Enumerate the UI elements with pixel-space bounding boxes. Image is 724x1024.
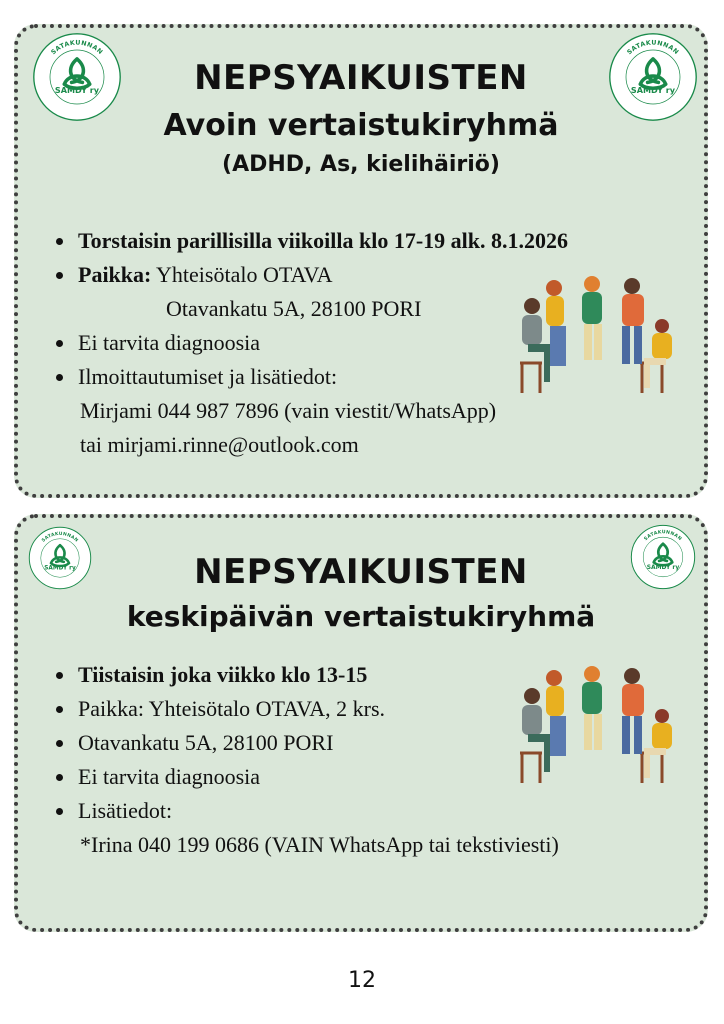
list-item-schedule: Torstaisin parillisilla viikoilla klo 17-19 alk. 8.1.2026	[54, 224, 568, 258]
page-number: 12	[348, 968, 376, 993]
list-item-info-heading: Lisätiedot:	[54, 794, 559, 828]
svg-text:SATAKUNNAN: SATAKUNNAN	[41, 531, 79, 544]
info-list	[54, 658, 559, 862]
info-contact: *Irina 040 199 0686 (VAIN WhatsApp tai tekstiviesti)	[80, 832, 559, 857]
card-subtitle: keskipäivän vertaistukiryhmä	[126, 600, 596, 633]
list-item-contact-heading: Ilmoittautumiset ja lisätiedot:	[54, 360, 568, 394]
people-group-illustration-icon	[492, 268, 682, 398]
list-item-schedule: Tiistaisin joka viikko klo 13-15	[54, 658, 559, 692]
support-group-card-open	[14, 24, 708, 498]
support-group-card-midday	[14, 514, 708, 932]
svg-text:SAMDY ry: SAMDY ry	[646, 563, 680, 571]
info-list	[54, 224, 568, 462]
place-value: Yhteisötalo OTAVA	[156, 262, 333, 287]
svg-text:SAMDY ry: SAMDY ry	[630, 85, 676, 96]
list-item-diagnosis: Ei tarvita diagnoosia	[54, 326, 568, 360]
card-subtitle: Avoin vertaistukiryhmä	[163, 108, 559, 143]
card-conditions: (ADHD, As, kielihäiriö)	[222, 152, 500, 177]
people-group-illustration-icon	[492, 658, 682, 788]
card-title: NEPSYAIKUISTEN	[194, 58, 528, 98]
contact-phone: Mirjami 044 987 7896 (vain viestit/WhatsApp)	[80, 398, 497, 423]
list-item-diagnosis: Ei tarvita diagnoosia	[54, 760, 559, 794]
svg-text:SATAKUNNAN: SATAKUNNAN	[49, 39, 104, 57]
place-label: Paikka:	[78, 262, 152, 287]
list-item-place	[54, 258, 568, 292]
list-item-place: Paikka: Yhteisötalo OTAVA, 2 krs.	[54, 692, 559, 726]
contact-email[interactable]: tai mirjami.rinne@outlook.com	[80, 432, 359, 457]
svg-text:SAMDY ry: SAMDY ry	[44, 565, 76, 572]
svg-text:SATAKUNNAN: SATAKUNNAN	[643, 530, 683, 543]
list-item-address: Otavankatu 5A, 28100 PORI	[166, 296, 422, 321]
svg-text:SAMDY ry: SAMDY ry	[54, 85, 100, 96]
svg-text:SATAKUNNAN: SATAKUNNAN	[625, 39, 680, 57]
card-title: NEPSYAIKUISTEN	[194, 552, 528, 592]
list-item-address: Otavankatu 5A, 28100 PORI	[54, 726, 559, 760]
